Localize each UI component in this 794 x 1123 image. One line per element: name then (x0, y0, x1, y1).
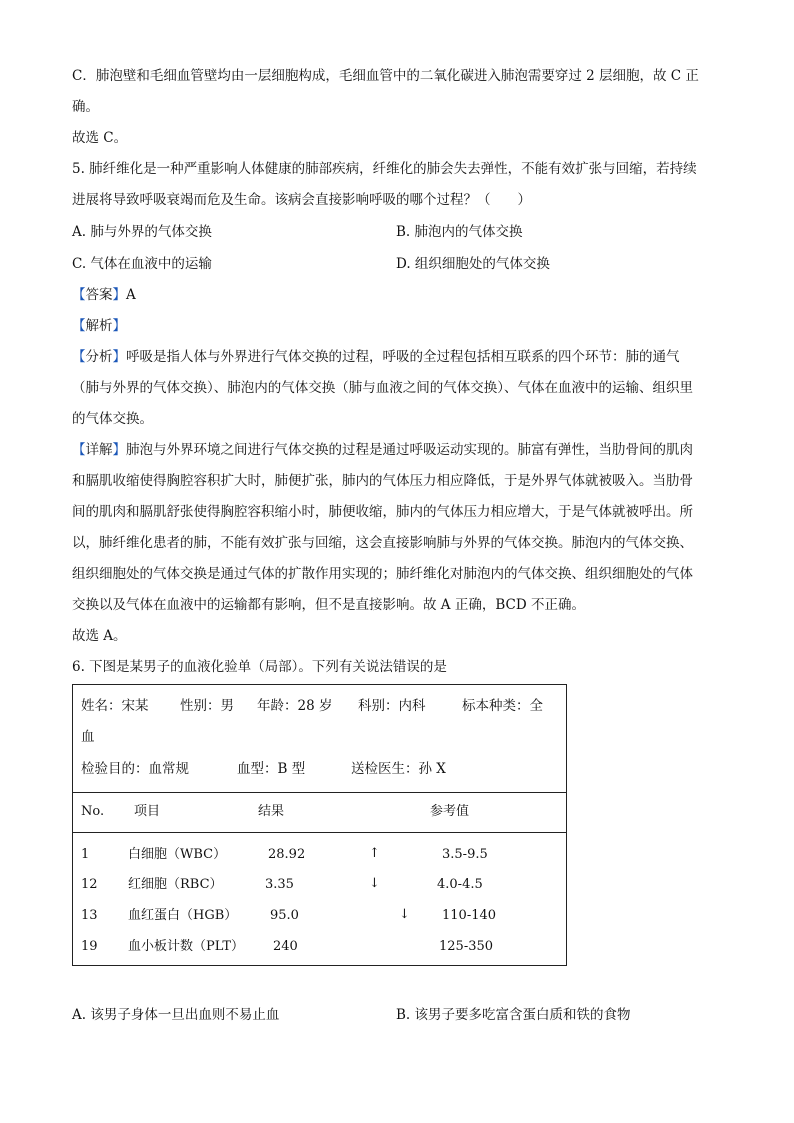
col-header-ref: 参考值 (430, 804, 470, 819)
row-result: 95.0 (270, 908, 299, 923)
question-5-stem: 5. 肺纤维化是一种严重影响人体健康的肺部疾病，纤维化的肺会失去弹性，不能有效扩张与回缩，若持续 (72, 161, 697, 177)
row-item: 白细胞（WBC） (128, 847, 227, 862)
patient-sex: 性别：男 (180, 698, 234, 714)
xiangjie-text: 肺泡与外界环境之间进行气体交换的过程是通过呼吸运动实现的。肺富有弹性，当肋骨间的肌肉 (126, 442, 693, 458)
fenxi-text: 呼吸是指人体与外界进行气体交换的过程，呼吸的全过程包括相互联系的四个环节：肺的通气 (126, 349, 680, 365)
analysis-heading (72, 316, 126, 336)
bracket-open: 【 (72, 442, 86, 458)
fenxi-line (72, 347, 680, 367)
row-result: 3.35 (265, 877, 294, 892)
xiangjie-text: 间的肌肉和膈肌舒张使得胸腔容积缩小时，肺便收缩，肺内的气体压力相应增大，于是气体就被呼出。所 (72, 504, 693, 520)
col-header-no: No. (81, 804, 105, 819)
row-no: 1 (81, 847, 90, 862)
text-line: 故选 C。 (72, 130, 128, 146)
sample-type-cont: 血 (81, 729, 95, 745)
row-item: 红细胞（RBC） (128, 877, 223, 892)
bracket-close: 】 (112, 442, 126, 458)
text-line: C．肺泡壁和毛细血管壁均由一层细胞构成，毛细血管中的二氧化碳进入肺泡需要穿过 2 层细胞，故 C 正 (72, 68, 699, 84)
xiangjie-text: 和膈肌收缩使得胸腔容积扩大时，肺便扩张，肺内的气体压力相应降低，于是外界气体就被吸入。当肋骨 (72, 473, 693, 489)
divider (73, 792, 566, 793)
row-result: 28.92 (268, 847, 306, 862)
bracket-open: 【 (72, 287, 86, 303)
select-answer: 故选 A。 (72, 628, 127, 644)
fenxi-text: 的气体交换。 (72, 411, 153, 427)
blood-type: 血型：B 型 (237, 761, 306, 777)
sample-type: 标本种类：全 (462, 698, 543, 714)
bracket-open: 【 (72, 318, 86, 334)
question-5-stem: 进展将导致呼吸衰竭而危及生命。该病会直接影响呼吸的哪个过程？（ ） (72, 192, 531, 208)
xiangjie-line (72, 440, 693, 460)
bracket-open: 【 (72, 349, 86, 365)
test-purpose: 检验目的：血常规 (81, 761, 189, 777)
bracket-close: 】 (112, 349, 126, 365)
row-ref: 125-350 (439, 939, 494, 954)
xiangjie-text: 组织细胞处的气体交换是通过气体的扩散作用实现的；肺纤维化对肺泡内的气体交换、组织细胞处的气体 (72, 566, 693, 582)
fenxi-text: （肺与外界的气体交换）、肺泡内的气体交换（肺与血液之间的气体交换）、气体在血液中的运输、组织里 (72, 380, 693, 396)
row-no: 19 (81, 939, 98, 954)
col-header-result: 结果 (258, 804, 285, 819)
row-ref: 3.5-9.5 (442, 847, 488, 862)
bracket-close: 】 (112, 318, 126, 334)
q5-option-b: B. 肺泡内的气体交换 (396, 224, 523, 240)
row-result: 240 (273, 939, 298, 954)
answer-line (72, 285, 136, 305)
arrow-down-icon: ↓ (369, 876, 380, 891)
q6-option-b: B. 该男子要多吃富含蛋白质和铁的食物 (396, 1007, 631, 1023)
doctor: 送检医生：孙 X (351, 761, 446, 777)
row-no: 12 (81, 877, 98, 892)
arrow-up-icon: ↑ (369, 846, 380, 861)
text-line: 确。 (72, 99, 99, 115)
xiangjie-label: 详解 (85, 442, 113, 458)
fenxi-label: 分析 (85, 349, 113, 365)
row-no: 13 (81, 908, 98, 923)
row-ref: 4.0-4.5 (437, 877, 483, 892)
department: 科别：内科 (358, 698, 426, 714)
arrow-down-icon: ↓ (399, 907, 410, 922)
xiangjie-text: 以，肺纤维化患者的肺，不能有效扩张与回缩，这会直接影响肺与外界的气体交换。肺泡内的气体交换、 (72, 535, 693, 551)
bracket-close: 】 (112, 287, 126, 303)
xiangjie-text: 交换以及气体在血液中的运输都有影响，但不是直接影响。故 A 正确，BCD 不正确。 (72, 597, 585, 613)
row-item: 血红蛋白（HGB） (128, 908, 238, 923)
row-item: 血小板计数（PLT） (128, 939, 244, 954)
answer-value: A (126, 287, 136, 303)
answer-label: 答案 (85, 287, 113, 303)
q5-option-d: D. 组织细胞处的气体交换 (396, 256, 550, 272)
question-6-stem: 6. 下图是某男子的血液化验单（局部）。下列有关说法错误的是 (72, 659, 447, 675)
blood-test-report (72, 684, 567, 966)
divider (73, 832, 566, 833)
q6-option-a: A. 该男子身体一旦出血则不易止血 (72, 1007, 280, 1023)
row-ref: 110-140 (442, 908, 497, 923)
patient-name: 姓名：宋某 (81, 698, 149, 714)
q5-option-c: C. 气体在血液中的运输 (72, 256, 212, 272)
patient-age: 年龄：28 岁 (257, 698, 333, 714)
col-header-item: 项目 (134, 804, 161, 819)
q5-option-a: A. 肺与外界的气体交换 (72, 224, 212, 240)
analysis-label: 解析 (85, 318, 113, 334)
